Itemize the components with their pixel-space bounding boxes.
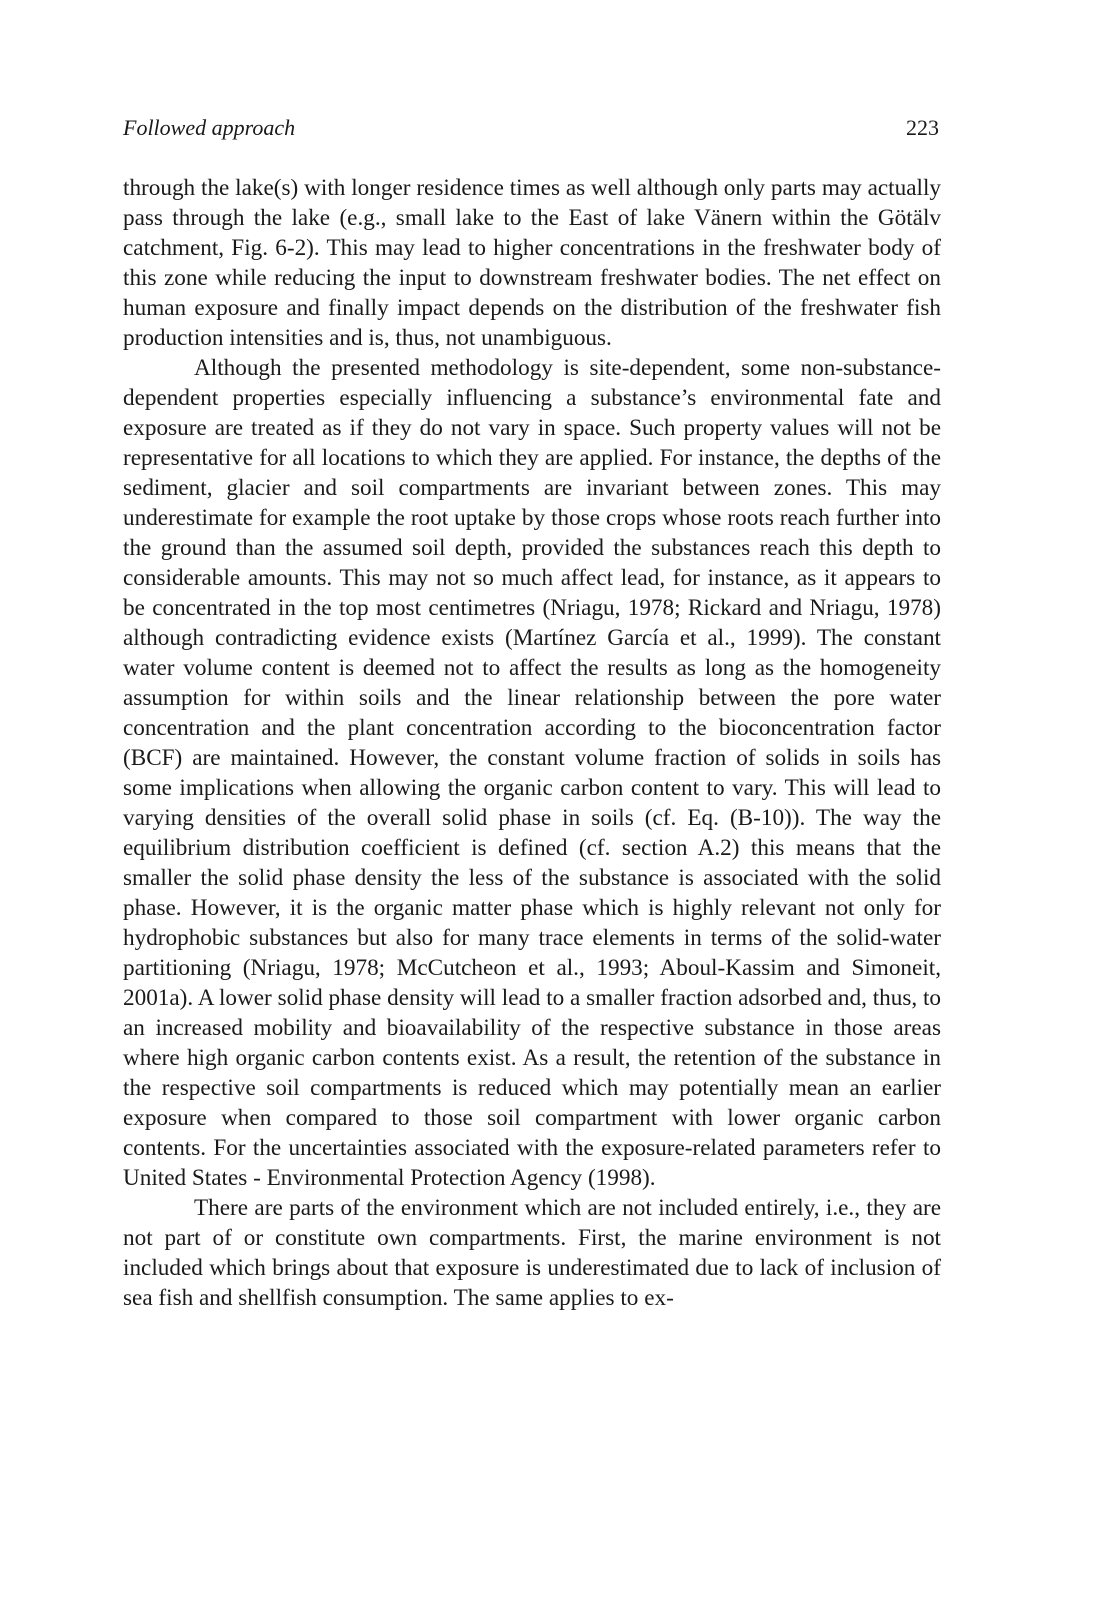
paragraph-continued: through the lake(s) with longer residence times as well although only parts may actually pass through the lake (e.g., small lake to the East of lake Vänern within the Götälv catchment, Fig. 6-2). This may lead to higher concentrations in the freshwater body of this zone while reducing the input to downstream freshwater bodies. The net effect on human exposure and finally impact depends on the distribution of the freshwater fish production intensities and is, thus, not unambiguous. xyxy=(123,175,941,351)
body-text xyxy=(123,173,941,1313)
running-title: Followed approach xyxy=(123,115,296,140)
paragraph-methodology: Although the presented methodology is site-dependent, some non-substance-dependent properties especially influencing a substance’s environmental fate and exposure are treated as if they do not vary in space. Such property values will not be representative for all locations to which they are applied. For instance, the depths of the sediment, glacier and soil compartments are invariant between zones. This may underestimate for example the root uptake by those crops whose roots reach further into the ground than the assumed soil depth, provided the substances reach this depth to considerable amounts. This may not so much affect lead, for instance, as it appears to be concentrated in the top most centimetres (Nriagu, 1978; Rickard and Nriagu, 1978) although contradicting evidence exists (Martínez García et al., 1999). The constant water volume content is deemed not to affect the results as long as the homogeneity assumption for within soils and the linear relationship between the pore water concentration and the plant concentration according to the bioconcentration factor (BCF) are maintained. However, the constant volume fraction of solids in soils has some implications when allowing the organic carbon content to vary. This will lead to varying densities of the overall solid phase in soils (cf. Eq. (B-10)). The way the equilibrium distribution coefficient is defined (cf. section A.2) this means that the smaller the solid phase density the less of the substance is associated with the solid phase. However, it is the organic matter phase which is highly relevant not only for hydrophobic substances but also for many trace elements in terms of the solid-water partitioning (Nriagu, 1978; McCutcheon et al., 1993; Aboul-Kassim and Simoneit, 2001a). A lower solid phase density will lead to a smaller fraction adsorbed and, thus, to an increased mobility and bioavailability of the respective substance in those areas where high organic carbon contents exist. As a result, the retention of the substance in the respective soil compartments is reduced which may potentially mean an earlier exposure when compared to those soil compartment with lower organic carbon contents. For the uncertainties associated with the exposure-related parameters refer to United States - Environmental Protection Agency (1998). xyxy=(123,355,941,1191)
running-head xyxy=(123,113,939,143)
paragraph-environment-parts: There are parts of the environment which are not included entirely, i.e., they are not part of or constitute own compartments. First, the marine environment is not included which brings about that exposure is underestimated due to lack of inclusion of sea fish and shellfish consumption. The same applies to ex- xyxy=(123,1195,941,1311)
page-number: 223 xyxy=(906,115,939,140)
